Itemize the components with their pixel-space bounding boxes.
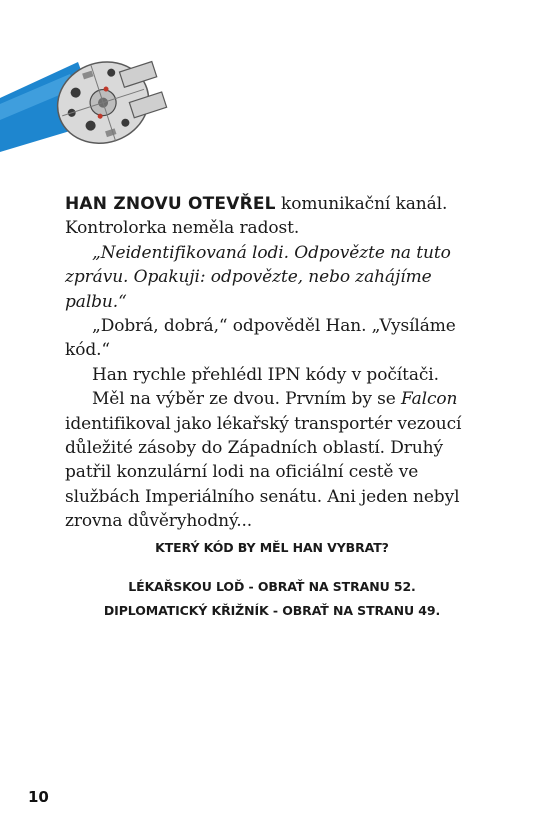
ship-hull xyxy=(47,46,170,155)
paragraph-5-end: identifikoval jako lékařský transportér vezoucí důležité zásoby do Západních oblastí. Druhý patřil konzulární lodi na oficiální cestě ve službách Imperiálního senátu. Ani jeden nebyl zrovna důvěryhodný... xyxy=(65,413,462,532)
paragraph-1 xyxy=(65,192,485,241)
lead-in-bold: HAN ZNOVU OTEVŘEL xyxy=(65,194,276,214)
controller-message: „Neidentifikovaná lodi. Odpovězte na tuto zprávu. Opakuji: odpovězte, nebo zahájíme palbu.“ xyxy=(65,242,451,312)
choice-option-diplomatic: DIPLOMATICKÝ KŘIŽNÍK - OBRAŤ NA STRANU 49. xyxy=(103,603,441,618)
paragraph-4: Han rychle přehlédl IPN kódy v počítači. xyxy=(92,364,439,385)
paragraph-5 xyxy=(65,387,485,533)
paragraph-2 xyxy=(65,241,485,314)
paragraph-5-start: Měl na výběr ze dvou. Prvním by se xyxy=(92,389,402,410)
choice-question: KTERÝ KÓD BY MĚL HAN VYBRAT? xyxy=(155,540,389,555)
ship-name: Falcon xyxy=(401,389,458,410)
paragraph-3: „Dobrá, dobrá,“ odpověděl Han. „Vysíláme kód.“ xyxy=(65,316,456,361)
page-number: 10 xyxy=(28,788,49,806)
millennium-falcon-illustration xyxy=(0,40,170,160)
story-text xyxy=(65,192,485,534)
choice-option-medical: LÉKAŘSKOU LOĎ - OBRAŤ NA STRANU 52. xyxy=(128,579,416,594)
paragraph-1-rest: komunikační kanál. Kontrolorka neměla radost. xyxy=(65,194,448,239)
